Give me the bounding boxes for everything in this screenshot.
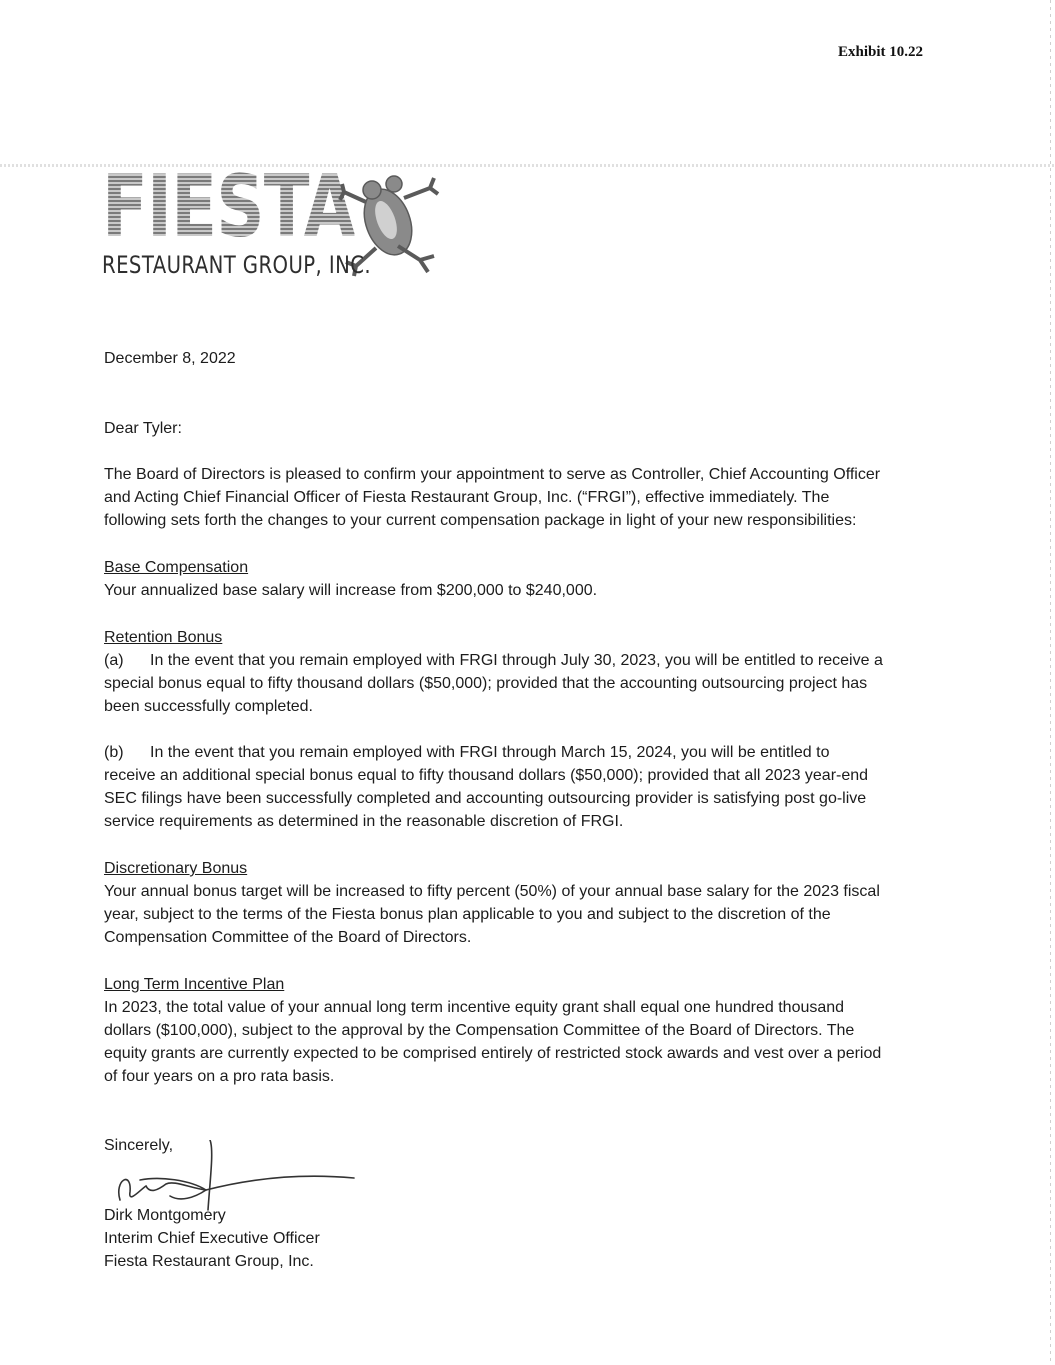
text-line: receive an additional special bonus equal to fifty thousand dollars ($50,000); provided that all 2023 year-end (104, 767, 869, 784)
logo-wordmark: FIESTA (102, 157, 355, 257)
signer-company: Fiesta Restaurant Group, Inc. (104, 1253, 314, 1270)
base-compensation-section (104, 556, 964, 602)
closing: Sincerely, (104, 1137, 174, 1154)
text-line: SEC filings have been successfully completed and accounting outsourcing provider is satisfying post go-live (104, 790, 867, 807)
section-heading: Base Compensation (104, 559, 249, 576)
text-line: year, subject to the terms of the Fiesta bonus plan applicable to you and subject to the discretion of the (104, 906, 831, 923)
text-line: following sets forth the changes to your current compensation package in light of your new responsibilities: (104, 512, 857, 529)
section-heading: Discretionary Bonus (104, 860, 248, 877)
text-line: special bonus equal to fifty thousand dollars ($50,000); provided that the accounting outsourcing project has (104, 675, 868, 692)
text-line: In 2023, the total value of your annual long term incentive equity grant shall equal one hundred thousand (104, 999, 845, 1016)
salutation: Dear Tyler: (104, 420, 182, 437)
item-label-b: (b) (104, 744, 124, 761)
retention-bonus-section (104, 626, 964, 718)
section-heading: Retention Bonus (104, 629, 223, 646)
text-line: equity grants are currently expected to be comprised entirely of restricted stock awards and vest over a period (104, 1045, 882, 1062)
text-line: and Acting Chief Financial Officer of Fiesta Restaurant Group, Inc. (“FRGI”), effective immediately. The (104, 489, 830, 506)
scan-edge-line (1050, 0, 1051, 1365)
signature-block (104, 1204, 964, 1273)
text-line: Your annual bonus target will be increased to fifty percent (50%) of your annual base salary for the 2023 fiscal (104, 883, 880, 900)
text-line: (b) In the event that you remain employed with FRGI through March 15, 2024, you will be entitled to (104, 741, 964, 764)
text-line: of four years on a pro rata basis. (104, 1068, 335, 1085)
text-line: dollars ($100,000), subject to the approval by the Compensation Committee of the Board of Directors. The (104, 1022, 855, 1039)
company-logo (100, 157, 460, 290)
retention-bonus-b (104, 741, 964, 833)
section-heading: Long Term Incentive Plan (104, 976, 285, 993)
intro-paragraph (104, 463, 964, 532)
text-line: The Board of Directors is pleased to confirm your appointment to serve as Controller, Chief Accounting Officer (104, 466, 881, 483)
exhibit-label: Exhibit 10.22 (838, 44, 924, 60)
logo-subtitle: RESTAURANT GROUP, INC. (102, 251, 372, 279)
discretionary-bonus-section (104, 857, 964, 949)
text-line: (a) In the event that you remain employed with FRGI through July 30, 2023, you will be entitled to receive a (104, 649, 964, 672)
signer-title: Interim Chief Executive Officer (104, 1230, 320, 1247)
text-line: service requirements as determined in the reasonable discretion of FRGI. (104, 813, 624, 830)
item-label-a: (a) (104, 652, 124, 669)
ltip-section (104, 973, 964, 1088)
letter-date: December 8, 2022 (104, 350, 236, 367)
signer-name: Dirk Montgomery (104, 1207, 226, 1224)
text-line: been successfully completed. (104, 698, 313, 715)
text-line: Your annualized base salary will increase from $200,000 to $240,000. (104, 582, 598, 599)
text-line: Compensation Committee of the Board of Directors. (104, 929, 472, 946)
